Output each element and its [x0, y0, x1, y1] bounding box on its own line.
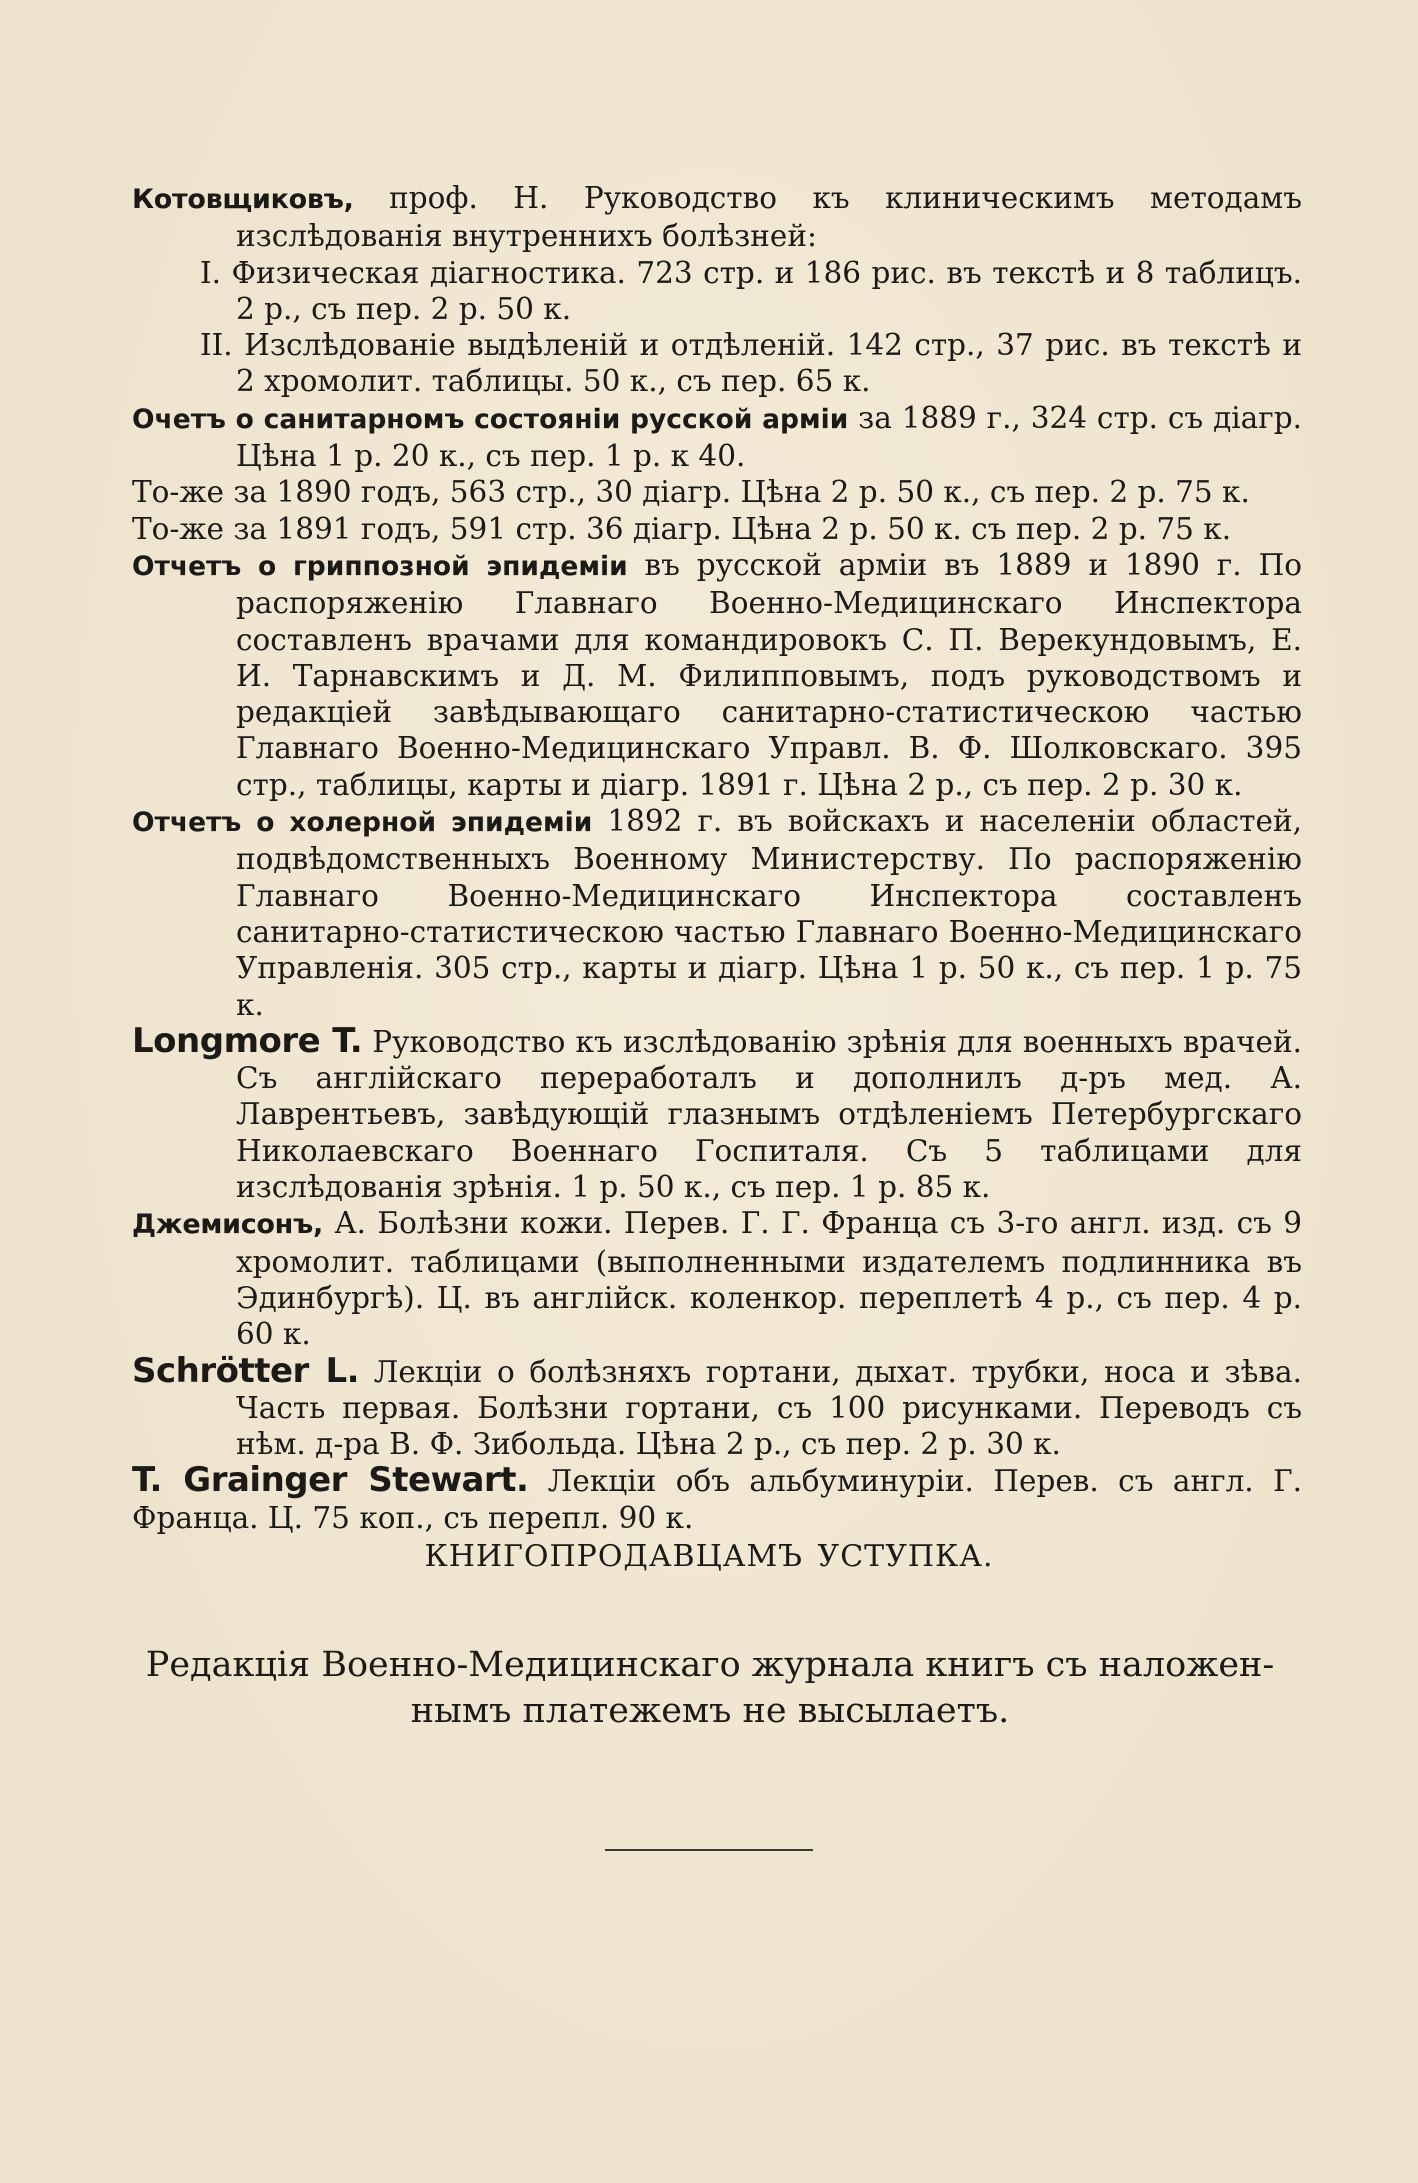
entry-stewart — [132, 1462, 1302, 1536]
author-stewart: T. Grainger Stewart. — [132, 1460, 529, 1501]
entry-schroetter — [132, 1350, 1302, 1463]
entry-longmore — [132, 1020, 1302, 1205]
entry-same-1890: То-же за 1890 годъ, 563 стр., 30 діагр. Цѣна 2 р. 50 к., съ пер. 2 р. 75 к. — [132, 475, 1250, 510]
author-longmore: Longmore T. — [132, 1020, 363, 1061]
author-kotovshchikov: Котовщиковъ, — [132, 184, 354, 215]
influenza-report-title: Отчетъ о гриппозной эпидеміи — [132, 550, 628, 582]
closing-rule — [605, 1849, 813, 1851]
entry-kotovshchikov-part2: II. Изслѣдованіе выдѣленій и отдѣленій. 142 стр., 37 рис. въ текстѣ и 2 хромолит. таблицы. 50 к., съ пер. 65 к. — [200, 328, 1302, 399]
entry-sanitary-report — [132, 400, 1302, 475]
influenza-report-text: въ русской арміи въ 1889 и 1890 г. По распоряженію Главнаго Военно-Медицинскаго Инспектора составленъ врачами для командировокъ С. П. Верекундовымъ, Е. И. Тарнавскимъ и Д. М. Филипповымъ, подъ руководствомъ и редакціей завѣдывающаго санитарно-статистическою частью Главнаго Военно-Медицинскаго Управл. В. Ф. Шолковскаго. 395 стр., таблицы, карты и діагр. 1891 г. Цѣна 2 р., съ пер. 2 р. 30 к. — [236, 547, 1302, 802]
entry-same-1891: То-же за 1891 годъ, 591 стр. 36 діагр. Цѣна 2 р. 50 к. съ пер. 2 р. 75 к. — [132, 511, 1232, 546]
entry-kotovshchikov-text: проф. Н. Руководство къ клиническимъ методамъ изслѣдованія внутреннихъ болѣзней: — [236, 181, 1302, 254]
entry-influenza-report — [132, 547, 1302, 803]
sanitary-report-title: Очетъ о санитарномъ состояніи русской арміи — [132, 403, 849, 435]
entry-jamieson — [132, 1205, 1302, 1352]
shipping-notice — [120, 1642, 1300, 1734]
shipping-notice-line2: нымъ платежемъ не высылаетъ. — [410, 1691, 1010, 1731]
author-schroetter: Schrötter L. — [132, 1350, 360, 1391]
book-list — [132, 180, 1302, 1536]
entry-schroetter-text: Лекціи о болѣзняхъ гортани, дыхат. трубки, носа и зѣва. Часть первая. Болѣзни гортани, съ 100 рисунками. Переводъ съ нѣм. д-ра В. Ф. Зибольда. Цѣна 2 р., съ пер. 2 р. 30 к. — [236, 1354, 1302, 1462]
booksellers-discount-heading: КНИГОПРОДАВЦАМЪ УСТУПКА. — [424, 1539, 994, 1574]
sanitary-report-text: за 1889 г., 324 стр. съ діагр. Цѣна 1 р. 20 к., съ пер. 1 р. к 40. — [236, 400, 1302, 474]
shipping-notice-line1: Редакція Военно-Медицинскаго журнала книгъ съ наложен- — [145, 1645, 1275, 1685]
cholera-report-title: Отчетъ о холерной эпидеміи — [132, 807, 593, 839]
entry-kotovshchikov-part1: I. Физическая діагностика. 723 стр. и 186 рис. въ текстѣ и 8 таблицъ. 2 р., съ пер. 2 р. 50 к. — [200, 255, 1302, 326]
entry-stewart-text: Лекціи объ альбуминуріи. Перев. съ англ. Г. Франца. Ц. 75 коп., съ перепл. 90 к. — [132, 1464, 1302, 1535]
author-jamieson: Джемисонъ, — [132, 1209, 323, 1241]
entry-cholera-report — [132, 803, 1302, 1023]
entry-kotovshchikov — [132, 180, 1302, 255]
entry-jamieson-text: А. Болѣзни кожи. Перев. Г. Г. Франца съ 3-го англ. изд. съ 9 хромолит. таблицами (выполненными издателемъ подлинника въ Эдинбургѣ). Ц. въ англійск. коленкор. переплетѣ 4 р., съ пер. 4 р. 60 к. — [236, 1206, 1302, 1352]
entry-longmore-text: Руководство къ изслѣдованію зрѣнія для военныхъ врачей. Съ англійскаго переработалъ и дополнилъ д-ръ мед. А. Лаврентьевъ, завѣдующій глазнымъ отдѣленіемъ Петербургскаго Николаевскаго Военнаго Госпиталя. Съ 5 таблицами для изслѣдованія зрѣнія. 1 р. 50 к., съ пер. 1 р. 85 к. — [236, 1024, 1302, 1205]
cholera-report-text: 1892 г. въ войскахъ и населеніи областей, подвѣдомственныхъ Военному Министерству. По распоряженію Главнаго Военно-Медицинскаго Инспектора составленъ санитарно-статистическою частью Главнаго Военно-Медицинскаго Управленія. 305 стр., карты и діагр. Цѣна 1 р. 50 к., съ пер. 1 р. 75 к. — [236, 804, 1302, 1022]
